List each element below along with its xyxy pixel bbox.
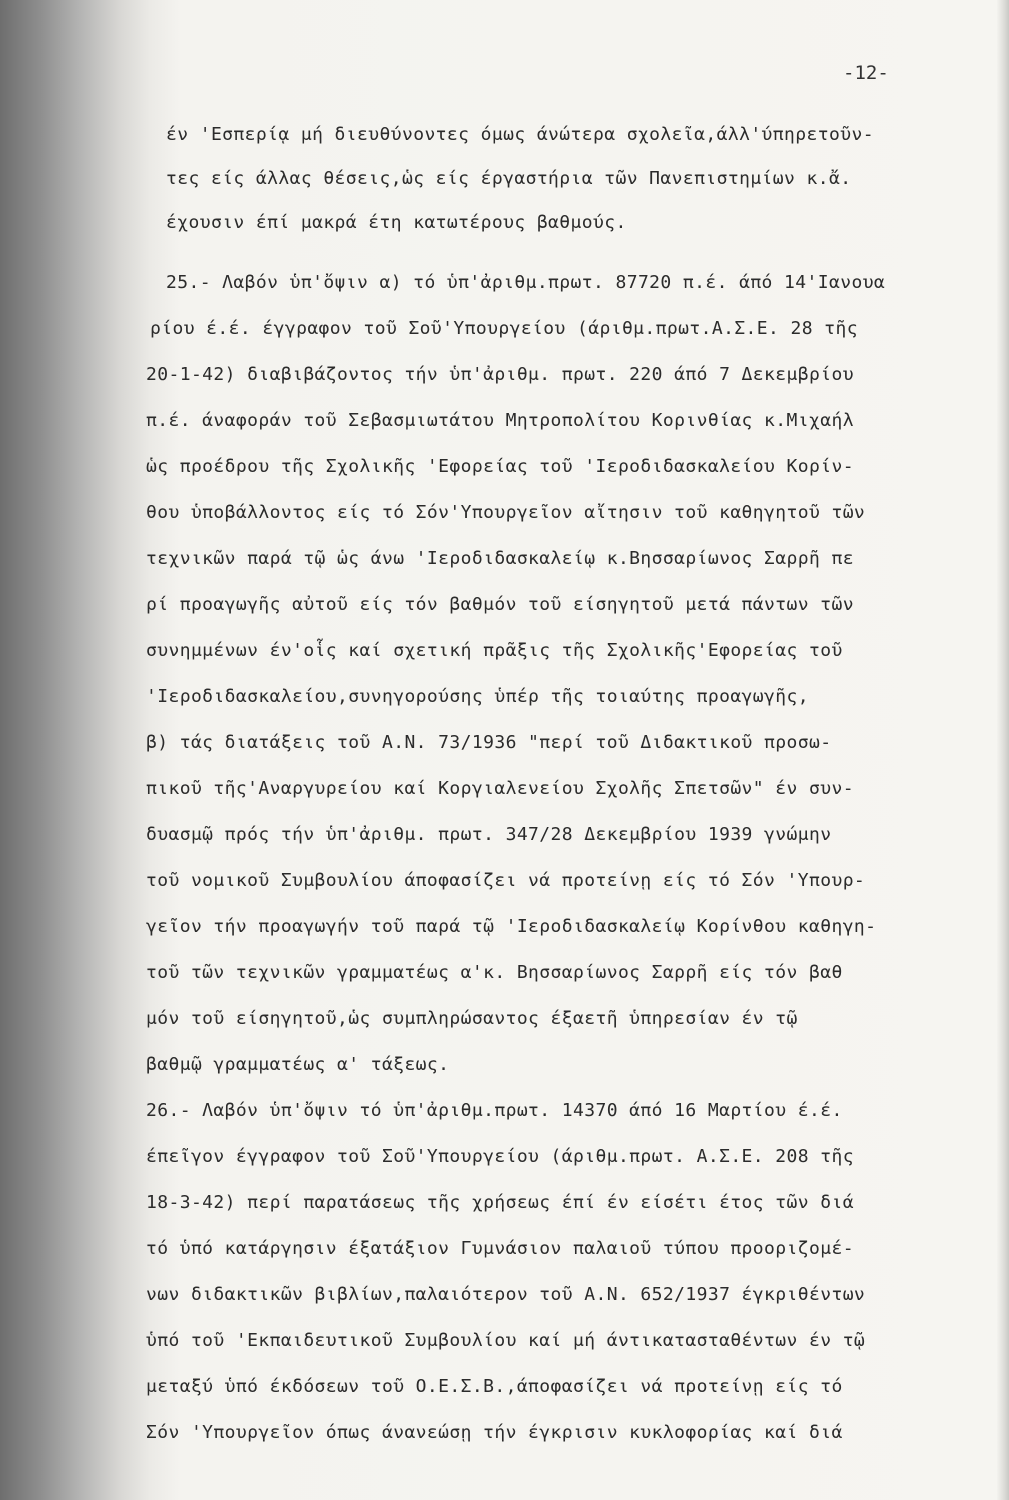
text-line: ὡς προέδρου τῆς Σχολικῆς 'Εφορείας τοῦ 'Ιεροδιδασκαλείου Κορίν- [146, 456, 854, 477]
text-line: βαθμῷ γραμματέως α' τάξεως. [146, 1054, 450, 1075]
text-line: τό ὑπό κατάργησιν έξατάξιον Γυμνάσιον παλαιοῦ τύπου προοριζομέ- [146, 1238, 854, 1259]
text-line: Σόν 'Υπουργεῖον όπως άνανεώσῃ τήν έγκρισιν κυκλοφορίας καί διά [146, 1422, 843, 1443]
text-line: ρίου έ.έ. έγγραφον τοῦ Σοῦ'Υπουργείου (άριθμ.πρωτ.Α.Σ.Ε. 28 τῆς [150, 318, 858, 339]
text-line: ρί προαγωγῆς αὐτοῦ είς τόν βαθμόν τοῦ είσηγητοῦ μετά πάντων τῶν [146, 594, 854, 615]
page-number: -12- [843, 62, 889, 84]
text-line: νων διδακτικῶν βιβλίων,παλαιότερον τοῦ Α.Ν. 652/1937 έγκριθέντων [146, 1284, 866, 1305]
text-line: έν 'Εσπερίᾳ μή διευθύνοντες όμως άνώτερα σχολεῖα,άλλ'ύπηρετοῦν- [166, 124, 874, 145]
text-line: γεῖον τήν προαγωγήν τοῦ παρά τῷ 'Ιεροδιδασκαλείῳ Κορίνθου καθηγη- [146, 916, 877, 937]
text-line: τοῦ νομικοῦ Συμβουλίου άποφασίζει νά προτείνῃ είς τό Σόν 'Υπουρ- [146, 870, 866, 891]
text-line: δυασμῷ πρός τήν ὑπ'ἀριθμ. πρωτ. 347/28 Δεκεμβρίου 1939 γνώμην [146, 824, 832, 845]
text-line: έπεῖγον έγγραφον τοῦ Σοῦ'Υπουργείου (άριθμ.πρωτ. Α.Σ.Ε. 208 τῆς [146, 1146, 854, 1167]
text-line: τεχνικῶν παρά τῷ ὡς άνω 'Ιεροδιδασκαλείῳ κ.Βησσαρίωνος Σαρρῆ πε [146, 548, 854, 569]
text-line: 26.- Λαβόν ὑπ'ὄψιν τό ὑπ'ἀριθμ.πρωτ. 14370 άπό 16 Μαρτίου έ.έ. [146, 1100, 843, 1121]
text-line: συνημμένων έν'οἷς καί σχετική πρᾶξις τῆς Σχολικῆς'Εφορείας τοῦ [146, 640, 843, 661]
text-line: 20-1-42) διαβιβάζοντος τήν ὑπ'ἀριθμ. πρωτ. 220 άπό 7 Δεκεμβρίου [146, 364, 854, 385]
text-line: θου ὑποβάλλοντος είς τό Σόν'Υπουργεῖον αἴτησιν τοῦ καθηγητοῦ τῶν [146, 502, 866, 523]
text-line: μεταξύ ὑπό έκδόσεων τοῦ Ο.Ε.Σ.Β.,άποφασίζει νά προτείνῃ είς τό [146, 1376, 843, 1397]
text-line: 25.- Λαβόν ὑπ'ὄψιν α) τό ὑπ'ἀριθμ.πρωτ. 87720 π.έ. άπό 14'Ιανουα [166, 272, 886, 293]
text-line: τες είς άλλας θέσεις,ὡς είς έργαστήρια τῶν Πανεπιστημίων κ.ἄ. [166, 168, 852, 189]
text-line: 'Ιεροδιδασκαλείου,συνηγορούσης ὑπέρ τῆς τοιαύτης προαγωγῆς, [146, 686, 809, 707]
text-line: ὑπό τοῦ 'Εκπαιδευτικοῦ Συμβουλίου καί μή άντικατασταθέντων έν τῷ [146, 1330, 866, 1351]
text-line: τοῦ τῶν τεχνικῶν γραμματέως α'κ. Βησσαρίωνος Σαρρῆ είς τόν βαθ [146, 962, 843, 983]
text-line: β) τάς διατάξεις τοῦ Α.Ν. 73/1936 "περί τοῦ Διδακτικοῦ προσω- [146, 732, 832, 753]
text-line: 18-3-42) περί παρατάσεως τῆς χρήσεως έπί έν είσέτι έτος τῶν διά [146, 1192, 854, 1213]
text-line: π.έ. άναφοράν τοῦ Σεβασμιωτάτου Μητροπολίτου Κορινθίας κ.Μιχαήλ [146, 410, 854, 431]
text-line: πικοῦ τῆς'Αναργυρείου καί Κοργιαλενείου Σχολῆς Σπετσῶν" έν συν- [146, 778, 854, 799]
text-line: έχουσιν έπί μακρά έτη κατωτέρους βαθμούς. [166, 212, 627, 233]
text-line: μόν τοῦ είσηγητοῦ,ὡς συμπληρώσαντος έξαετῆ ὑπηρεσίαν έν τῷ [146, 1008, 798, 1029]
